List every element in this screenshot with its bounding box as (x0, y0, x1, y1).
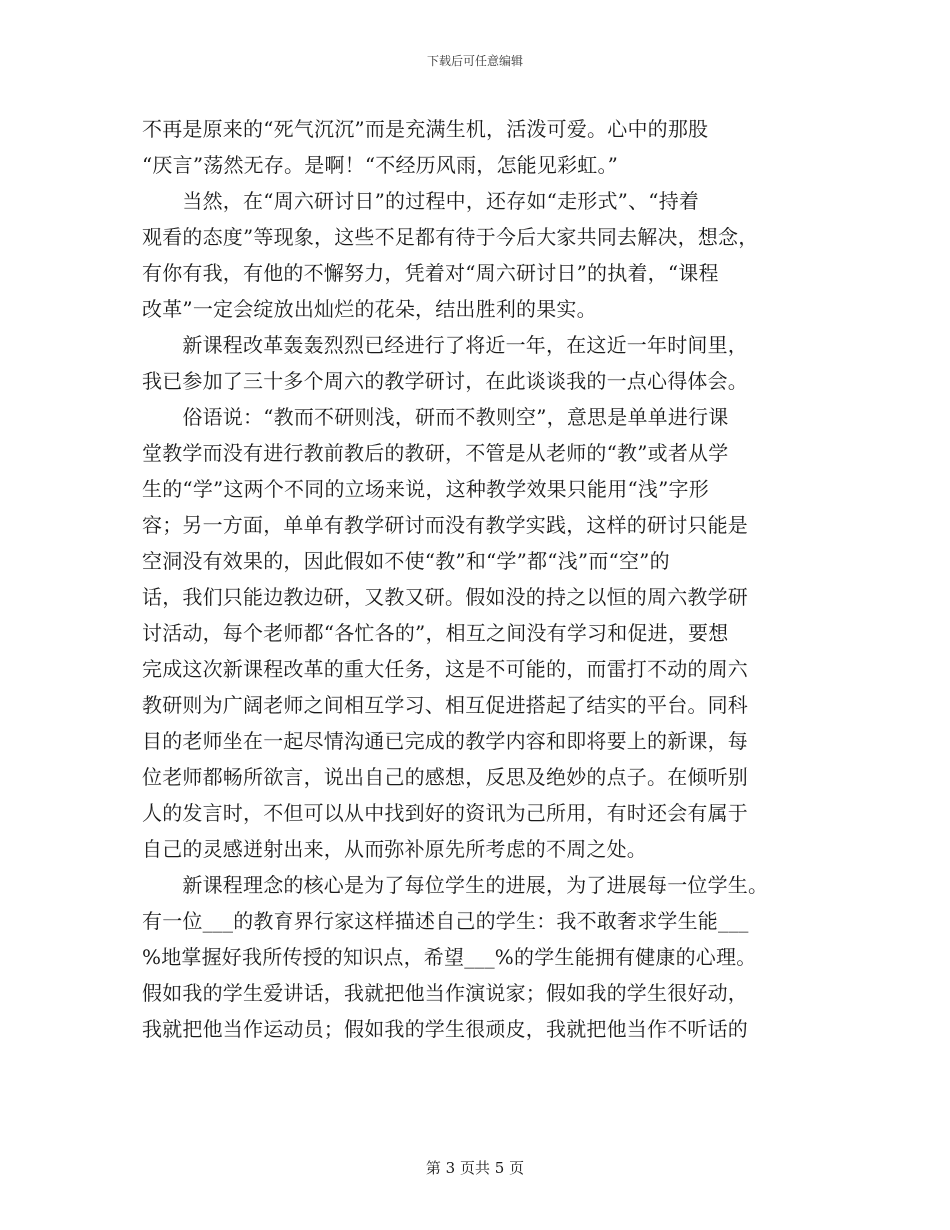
text-line: 话，我们只能边教边研，又教又研。假如没的持之以恒的周六教学研 (142, 585, 748, 609)
text-line: 堂教学而没有进行教前教后的教研，不管是从老师的“教”或者从学 (142, 441, 729, 465)
text-line: 自己的灵感迸射出来，从而弥补原先所考虑的不周之处。 (142, 837, 647, 861)
text-line: 不再是原来的“死气沉沉”而是充满生机，活泼可爱。心中的那股 (142, 117, 709, 141)
text-line: 空洞没有效果的，因此假如不使“教”和“学”都“浅”而“空”的 (142, 549, 670, 573)
text-line: 观看的态度”等现象，这些不足都有待于今后大家共同去解决，想念， (142, 225, 759, 249)
text-line: 改革”一定会绽放出灿烂的花朵，结出胜利的果实。 (142, 297, 597, 321)
page-number: 第 3 页共 5 页 (425, 1159, 525, 1177)
text-line: 讨活动，每个老师都“各忙各的”，相互之间没有学习和促进，要想 (142, 621, 729, 645)
text-line: 人的发言时，不但可以从中找到好的资讯为己所用，有时还会有属于 (142, 801, 748, 825)
text-line: 新课程理念的核心是为了每位学生的进展，为了进展每一位学生。 (142, 873, 769, 897)
text-line: 新课程改革轰轰烈烈已经进行了将近一年，在这近一年时间里， (142, 333, 748, 357)
text-line: 有你有我，有他的不懈努力，凭着对“周六研讨日”的执着，“课程 (142, 261, 719, 285)
document-body (142, 111, 822, 1047)
text-line: 目的老师坐在一起尽情沟通已完成的教学内容和即将要上的新课，每 (142, 729, 748, 753)
text-line: 我就把他当作运动员；假如我的学生很顽皮，我就把他当作不听话的 (142, 1017, 748, 1041)
text-line: 有一位___的教育界行家这样描述自己的学生：我不敢奢求学生能___ (142, 909, 749, 933)
text-line: 完成这次新课程改革的重大任务，这是不可能的，而雷打不动的周六 (142, 657, 748, 681)
text-line: 位老师都畅所欲言，说出自己的感想，反思及绝妙的点子。在倾听别 (142, 765, 748, 789)
text-line: 当然，在“周六研讨日”的过程中，还存如“走形式”、“持着 (142, 189, 700, 213)
page-header-note: 下载后可任意编辑 (426, 54, 523, 68)
text-line: 生的“学”这两个不同的立场来说，这种教学效果只能用“浅”字形 (142, 477, 709, 501)
text-line: 俗语说：“教而不研则浅，研而不教则空”，意思是单单进行课 (142, 405, 729, 429)
text-line: “厌言”荡然无存。是啊！“不经历风雨，怎能见彩虹。” (142, 153, 619, 177)
text-line: 教研则为广阔老师之间相互学习、相互促进搭起了结实的平台。同科 (142, 693, 748, 717)
text-line: 容；另一方面，单单有教学研讨而没有教学实践，这样的研讨只能是 (142, 513, 748, 537)
text-line: 我已参加了三十多个周六的教学研讨，在此谈谈我的一点心得体会。 (142, 369, 748, 393)
text-line: %地掌握好我所传授的知识点，希望___%的学生能拥有健康的心理。 (142, 945, 757, 969)
text-line: 假如我的学生爱讲话，我就把他当作演说家；假如我的学生很好动， (142, 981, 748, 1005)
